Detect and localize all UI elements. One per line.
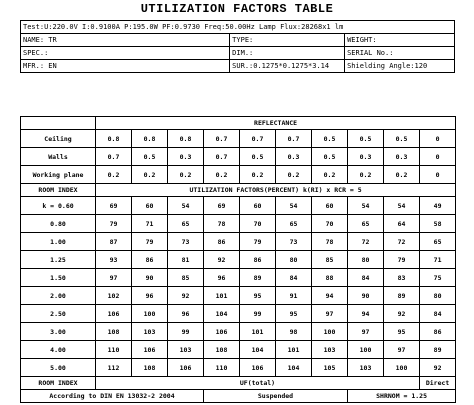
room-index-cell: 3.00 <box>21 323 96 341</box>
reflectance-cell: 0.3 <box>348 148 384 166</box>
uf-cell: 60 <box>240 197 276 215</box>
uf-cell: 60 <box>312 197 348 215</box>
uf-cell: 95 <box>240 287 276 305</box>
uf-cell: 103 <box>168 341 204 359</box>
uf-cell: 88 <box>312 269 348 287</box>
uf-cell: 106 <box>132 341 168 359</box>
reflectance-cell: 0.5 <box>348 130 384 148</box>
shrnom-value: SHRNOM = 1.25 <box>348 390 456 403</box>
table-row <box>21 341 456 359</box>
uf-cell: 80 <box>420 287 456 305</box>
uf-cell: 110 <box>204 359 240 377</box>
standard-note: According to DIN EN 13032-2 2004 <box>21 390 204 403</box>
uf-cell: 64 <box>384 215 420 233</box>
uf-cell: 90 <box>348 287 384 305</box>
uf-cell: 79 <box>384 251 420 269</box>
room-index-cell: 2.00 <box>21 287 96 305</box>
type-field: TYPE: <box>230 34 345 47</box>
uf-cell: 93 <box>96 251 132 269</box>
reflectance-cell: 0 <box>420 130 456 148</box>
room-index-cell: 0.80 <box>21 215 96 233</box>
table-row <box>21 251 456 269</box>
uf-cell: 87 <box>96 233 132 251</box>
uf-cell: 92 <box>384 305 420 323</box>
dim-field: DIM.: <box>230 47 345 60</box>
reflectance-cell: 0.5 <box>312 148 348 166</box>
mount-type: Suspended <box>204 390 348 403</box>
footer-row <box>21 377 456 390</box>
table-row <box>21 269 456 287</box>
uf-cell: 65 <box>348 215 384 233</box>
uf-cell: 72 <box>348 233 384 251</box>
reflectance-cell: 0.5 <box>384 130 420 148</box>
uf-cell: 54 <box>348 197 384 215</box>
reflectance-cell: 0.2 <box>240 166 276 184</box>
table-row <box>21 233 456 251</box>
reflectance-row <box>21 166 456 184</box>
uf-cell: 70 <box>312 215 348 233</box>
uf-cell: 101 <box>276 341 312 359</box>
uf-cell: 90 <box>132 269 168 287</box>
room-index-cell: 1.50 <box>21 269 96 287</box>
uf-cell: 78 <box>312 233 348 251</box>
reflectance-cell: 0.8 <box>96 130 132 148</box>
empty-corner <box>21 117 96 130</box>
uf-cell: 97 <box>384 341 420 359</box>
spec-field: SPEC.: <box>21 47 230 60</box>
reflectance-cell: 0.5 <box>240 148 276 166</box>
room-index-cell: 4.00 <box>21 341 96 359</box>
uf-cell: 97 <box>348 323 384 341</box>
reflectance-cell: 0.8 <box>168 130 204 148</box>
uf-cell: 96 <box>132 287 168 305</box>
uf-cell: 100 <box>384 359 420 377</box>
reflectance-cell: 0.7 <box>96 148 132 166</box>
uf-cell: 79 <box>240 233 276 251</box>
reflectance-cell: 0.3 <box>384 148 420 166</box>
uf-cell: 92 <box>204 251 240 269</box>
uf-cell: 106 <box>204 323 240 341</box>
uf-cell: 79 <box>96 215 132 233</box>
uf-cell: 70 <box>240 215 276 233</box>
uf-cell: 100 <box>132 305 168 323</box>
uf-cell: 84 <box>348 269 384 287</box>
uf-cell: 92 <box>168 287 204 305</box>
uf-cell: 104 <box>240 341 276 359</box>
uf-cell: 75 <box>420 269 456 287</box>
reflectance-cell: 0.2 <box>132 166 168 184</box>
uf-cell: 72 <box>384 233 420 251</box>
reflectance-cell: 0.2 <box>384 166 420 184</box>
uf-cell: 60 <box>132 197 168 215</box>
uf-cell: 92 <box>420 359 456 377</box>
room-index-header: ROOM INDEX <box>21 184 96 197</box>
uf-cell: 106 <box>168 359 204 377</box>
utilization-factors-table <box>20 116 456 403</box>
mfr-field: MFR.: EN <box>21 60 230 73</box>
uf-cell: 79 <box>132 233 168 251</box>
uf-cell: 101 <box>204 287 240 305</box>
name-field: NAME: TR <box>21 34 230 47</box>
uf-cell: 103 <box>312 341 348 359</box>
room-index-cell: 1.00 <box>21 233 96 251</box>
table-row <box>21 305 456 323</box>
reflectance-row <box>21 130 456 148</box>
reflectance-row <box>21 148 456 166</box>
table-row <box>21 323 456 341</box>
uf-cell: 94 <box>348 305 384 323</box>
uf-cell: 98 <box>276 323 312 341</box>
uf-header-row <box>21 184 456 197</box>
uf-cell: 104 <box>204 305 240 323</box>
uf-cell: 78 <box>204 215 240 233</box>
uf-cell: 80 <box>276 251 312 269</box>
room-index-footer: ROOM INDEX <box>21 377 96 390</box>
sur-field: SUR.:0.1275*0.1275*3.14 <box>230 60 345 73</box>
uf-cell: 112 <box>96 359 132 377</box>
uf-cell: 58 <box>420 215 456 233</box>
reflectance-cell: 0.3 <box>168 148 204 166</box>
uf-cell: 100 <box>348 341 384 359</box>
uf-cell: 96 <box>168 305 204 323</box>
room-index-cell: k = 0.60 <box>21 197 96 215</box>
uf-cell: 108 <box>132 359 168 377</box>
reflectance-cell: 0.2 <box>204 166 240 184</box>
reflectance-label: Walls <box>21 148 96 166</box>
reflectance-cell: 0.2 <box>276 166 312 184</box>
uf-cell: 99 <box>240 305 276 323</box>
reflectance-cell: 0.5 <box>312 130 348 148</box>
uf-cell: 65 <box>420 233 456 251</box>
page-title: UTILIZATION FACTORS TABLE <box>140 2 334 16</box>
uf-cell: 104 <box>276 359 312 377</box>
reflectance-cell: 0.7 <box>204 148 240 166</box>
uf-cell: 65 <box>168 215 204 233</box>
reflectance-cell: 0.2 <box>168 166 204 184</box>
uf-cell: 71 <box>132 215 168 233</box>
uf-header: UTILIZATION FACTORS(PERCENT) k(RI) x RCR = 5 <box>96 184 456 197</box>
test-conditions: Test:U:220.0V I:0.9100A P:195.0W PF:0.9730 Freq:50.00Hz Lamp Flux:28268x1 lm <box>21 21 455 34</box>
uf-cell: 89 <box>384 287 420 305</box>
reflectance-cell: 0 <box>420 166 456 184</box>
room-index-cell: 1.25 <box>21 251 96 269</box>
reflectance-label: Working plane <box>21 166 96 184</box>
uf-cell: 97 <box>312 305 348 323</box>
luminaire-info-table <box>20 20 455 73</box>
reflectance-cell: 0.2 <box>348 166 384 184</box>
uf-cell: 106 <box>240 359 276 377</box>
uf-cell: 65 <box>276 215 312 233</box>
reflectance-header: REFLECTANCE <box>96 117 456 130</box>
uf-cell: 86 <box>132 251 168 269</box>
uf-cell: 110 <box>96 341 132 359</box>
uf-cell: 89 <box>420 341 456 359</box>
uf-cell: 108 <box>204 341 240 359</box>
table-row <box>21 287 456 305</box>
table-row <box>21 215 456 233</box>
reflectance-cell: 0 <box>420 148 456 166</box>
uf-cell: 100 <box>312 323 348 341</box>
uf-cell: 94 <box>312 287 348 305</box>
uf-total-label: UF(total) <box>96 377 420 390</box>
uf-cell: 86 <box>204 233 240 251</box>
uf-cell: 54 <box>168 197 204 215</box>
uf-cell: 69 <box>204 197 240 215</box>
room-index-cell: 5.00 <box>21 359 96 377</box>
shielding-field: Shielding Angle:120 <box>345 60 455 73</box>
uf-cell: 96 <box>204 269 240 287</box>
reflectance-cell: 0.5 <box>132 148 168 166</box>
uf-cell: 84 <box>420 305 456 323</box>
uf-cell: 86 <box>420 323 456 341</box>
direct-label: Direct <box>420 377 456 390</box>
uf-cell: 91 <box>276 287 312 305</box>
uf-cell: 83 <box>384 269 420 287</box>
reflectance-cell: 0.7 <box>204 130 240 148</box>
uf-cell: 108 <box>96 323 132 341</box>
uf-cell: 80 <box>348 251 384 269</box>
uf-cell: 101 <box>240 323 276 341</box>
uf-cell: 54 <box>276 197 312 215</box>
uf-cell: 97 <box>96 269 132 287</box>
uf-cell: 106 <box>96 305 132 323</box>
uf-cell: 81 <box>168 251 204 269</box>
uf-cell: 73 <box>168 233 204 251</box>
uf-cell: 54 <box>384 197 420 215</box>
table-row <box>21 359 456 377</box>
room-index-cell: 2.50 <box>21 305 96 323</box>
serial-field: SERIAL No.: <box>345 47 455 60</box>
weight-field: WEIGHT: <box>345 34 455 47</box>
bottom-row <box>21 390 456 403</box>
uf-cell: 102 <box>96 287 132 305</box>
uf-cell: 84 <box>276 269 312 287</box>
uf-cell: 85 <box>168 269 204 287</box>
reflectance-cell: 0.7 <box>276 130 312 148</box>
reflectance-cell: 0.7 <box>240 130 276 148</box>
uf-cell: 89 <box>240 269 276 287</box>
uf-cell: 86 <box>240 251 276 269</box>
uf-cell: 73 <box>276 233 312 251</box>
reflectance-label: Ceiling <box>21 130 96 148</box>
uf-cell: 49 <box>420 197 456 215</box>
reflectance-cell: 0.2 <box>312 166 348 184</box>
uf-cell: 99 <box>168 323 204 341</box>
reflectance-cell: 0.3 <box>276 148 312 166</box>
uf-cell: 69 <box>96 197 132 215</box>
uf-cell: 103 <box>348 359 384 377</box>
table-row <box>21 197 456 215</box>
uf-cell: 71 <box>420 251 456 269</box>
uf-cell: 103 <box>132 323 168 341</box>
reflectance-cell: 0.2 <box>96 166 132 184</box>
uf-cell: 85 <box>312 251 348 269</box>
uf-cell: 95 <box>276 305 312 323</box>
uf-cell: 95 <box>384 323 420 341</box>
uf-cell: 105 <box>312 359 348 377</box>
reflectance-cell: 0.8 <box>132 130 168 148</box>
